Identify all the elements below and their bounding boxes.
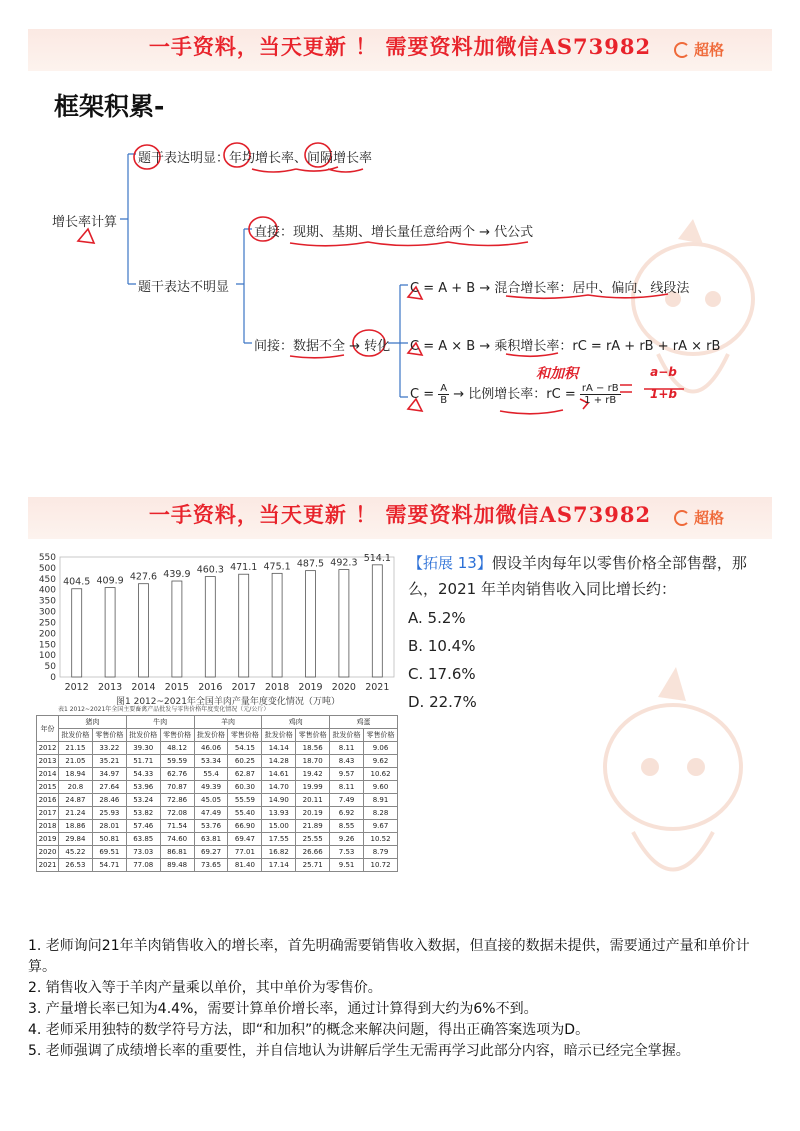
ratio-numerator: A xyxy=(438,383,449,395)
table-cell: 73.03 xyxy=(126,846,160,859)
table-group-header: 鸡蛋 xyxy=(330,716,398,729)
table-cell: 57.46 xyxy=(126,820,160,833)
table-cell: 20.19 xyxy=(296,807,330,820)
table-row xyxy=(37,807,398,820)
formula-ratio xyxy=(410,383,621,406)
table-cell: 35.21 xyxy=(92,755,126,768)
table-cell: 26.53 xyxy=(59,859,93,872)
table-cell: 21.89 xyxy=(296,820,330,833)
table-cell: 14.14 xyxy=(262,742,296,755)
table-cell: 20.8 xyxy=(59,781,93,794)
table-cell: 54.15 xyxy=(228,742,262,755)
table-cell: 17.14 xyxy=(262,859,296,872)
x-tick-label: 2013 xyxy=(98,682,123,693)
option-a[interactable]: A. 5.2% xyxy=(408,609,466,627)
x-tick-label: 2012 xyxy=(64,682,89,693)
brand-logo xyxy=(674,507,724,528)
question-text xyxy=(408,550,768,602)
table-row xyxy=(37,742,398,755)
bar xyxy=(272,573,282,677)
table-sub-header: 零售价格 xyxy=(296,729,330,742)
bar-value-label: 475.1 xyxy=(263,561,291,573)
bar xyxy=(339,570,349,677)
ratio-fraction xyxy=(438,383,449,406)
bar-value-label: 487.5 xyxy=(296,558,325,570)
table-subheader-row xyxy=(37,729,398,742)
x-tick-label: 2016 xyxy=(198,682,223,693)
handwritten-numerator: a−b xyxy=(650,365,677,379)
table-cell: 8.79 xyxy=(364,846,398,859)
table-cell: 49.39 xyxy=(194,781,228,794)
table-cell: 69.47 xyxy=(228,833,262,846)
note-item: 2. 销售收入等于羊肉产量乘以单价，其中单价为零售价。 xyxy=(28,980,382,996)
table-cell: 53.76 xyxy=(194,820,228,833)
table-cell: 63.81 xyxy=(194,833,228,846)
table-sub-header: 批发价格 xyxy=(262,729,296,742)
table-cell: 9.62 xyxy=(364,755,398,768)
framework-slide xyxy=(28,29,772,437)
table-cell: 21.05 xyxy=(59,755,93,768)
table-row xyxy=(37,794,398,807)
indirect-prefix: 间接：数据不全 → xyxy=(254,339,361,354)
table-group-header: 年份 xyxy=(37,716,59,742)
table-cell: 27.64 xyxy=(92,781,126,794)
indirect-method xyxy=(254,335,390,354)
table-cell: 2012 xyxy=(37,742,59,755)
y-tick-label: 450 xyxy=(38,574,56,585)
x-tick-label: 2020 xyxy=(331,682,356,693)
table-cell: 47.49 xyxy=(194,807,228,820)
table-cell: 60.25 xyxy=(228,755,262,768)
table-cell: 18.70 xyxy=(296,755,330,768)
table-caption: 表1 2012~2021年全国主要畜禽产品批发与零售价格年度变化情况（元/公斤） xyxy=(58,706,270,713)
table-cell: 62.76 xyxy=(160,768,194,781)
bar xyxy=(172,581,182,677)
table-group-header: 鸡肉 xyxy=(262,716,330,729)
logo-icon xyxy=(674,510,690,526)
table-cell: 45.05 xyxy=(194,794,228,807)
table-cell: 8.11 xyxy=(330,742,364,755)
y-tick-label: 0 xyxy=(50,673,56,683)
note-item: 1. 老师询问21年羊肉销售收入的增长率，首先明确需要销售收入数据，但直接的数据未提供，需要通过产量和单价计算。 xyxy=(28,938,750,975)
bar xyxy=(205,577,215,677)
mutton-production-chart xyxy=(32,549,400,697)
table-cell: 2020 xyxy=(37,846,59,859)
bar xyxy=(239,574,249,677)
handwritten-denominator: 1+b xyxy=(650,387,677,401)
table-cell: 2018 xyxy=(37,820,59,833)
table-cell: 69.51 xyxy=(92,846,126,859)
indirect-key: 转化 xyxy=(364,339,391,354)
table-cell: 9.60 xyxy=(364,781,398,794)
table-cell: 89.48 xyxy=(160,859,194,872)
table-cell: 14.70 xyxy=(262,781,296,794)
bar-value-label: 409.9 xyxy=(96,575,124,587)
table-row xyxy=(37,781,398,794)
table-cell: 39.30 xyxy=(126,742,160,755)
table-row xyxy=(37,820,398,833)
table-group-header: 猪肉 xyxy=(59,716,127,729)
table-cell: 74.60 xyxy=(160,833,194,846)
note-item: 5. 老师强调了成绩增长率的重要性，并自信地认为讲解后学生无需再学习此部分内容，暗示已经完全掌握。 xyxy=(28,1043,690,1059)
promo-banner xyxy=(28,497,772,539)
slide-title: 框架积累- xyxy=(54,92,165,121)
table-cell: 70.87 xyxy=(160,781,194,794)
table-cell: 7.53 xyxy=(330,846,364,859)
table-cell: 53.24 xyxy=(126,794,160,807)
table-row xyxy=(37,846,398,859)
banner-text: 一手资料，当天更新 ！ 需要资料加微信AS73982 xyxy=(148,34,652,59)
brand-logo-text: 超格 xyxy=(693,41,724,59)
option-c[interactable]: C. 17.6% xyxy=(408,665,476,683)
bar-value-label: 427.6 xyxy=(129,571,158,583)
table-cell: 2013 xyxy=(37,755,59,768)
table-cell: 20.11 xyxy=(296,794,330,807)
y-tick-label: 250 xyxy=(38,618,56,629)
table-cell: 28.46 xyxy=(92,794,126,807)
table-cell: 19.99 xyxy=(296,781,330,794)
x-tick-label: 2017 xyxy=(231,682,256,693)
table-cell: 71.54 xyxy=(160,820,194,833)
table-cell: 16.82 xyxy=(262,846,296,859)
table-cell: 9.26 xyxy=(330,833,364,846)
table-cell: 62.87 xyxy=(228,768,262,781)
table-cell: 2015 xyxy=(37,781,59,794)
table-cell: 9.57 xyxy=(330,768,364,781)
table-cell: 25.93 xyxy=(92,807,126,820)
table-cell: 69.27 xyxy=(194,846,228,859)
branch-explicit: 题干表达明显：年均增长率、间隔增长率 xyxy=(138,151,373,166)
table-cell: 2021 xyxy=(37,859,59,872)
bar-value-label: 460.3 xyxy=(196,564,224,576)
table-sub-header: 批发价格 xyxy=(126,729,160,742)
table-cell: 2017 xyxy=(37,807,59,820)
table-cell: 8.43 xyxy=(330,755,364,768)
table-cell: 18.56 xyxy=(296,742,330,755)
banner-text: 一手资料，当天更新 ！ 需要资料加微信AS73982 xyxy=(148,502,652,527)
table-sub-header: 零售价格 xyxy=(364,729,398,742)
table-row xyxy=(37,768,398,781)
bar xyxy=(372,565,382,677)
table-cell: 25.71 xyxy=(296,859,330,872)
table-cell: 17.55 xyxy=(262,833,296,846)
table-sub-header: 零售价格 xyxy=(92,729,126,742)
table-group-header: 牛肉 xyxy=(126,716,194,729)
table-cell: 72.86 xyxy=(160,794,194,807)
formula-mixed: C = A + B → 混合增长率：居中、偏向、线段法 xyxy=(410,281,690,296)
lecture-notes xyxy=(28,936,772,1062)
table-cell: 53.34 xyxy=(194,755,228,768)
table-cell: 19.42 xyxy=(296,768,330,781)
table-cell: 55.40 xyxy=(228,807,262,820)
bar-value-label: 492.3 xyxy=(330,557,358,569)
table-cell: 54.71 xyxy=(92,859,126,872)
table-cell: 60.30 xyxy=(228,781,262,794)
table-cell: 13.93 xyxy=(262,807,296,820)
x-tick-label: 2014 xyxy=(131,682,156,693)
rate-numerator: rA − rB xyxy=(581,383,619,394)
table-cell: 50.81 xyxy=(92,833,126,846)
table-cell: 14.28 xyxy=(262,755,296,768)
brand-logo-text: 超格 xyxy=(693,509,724,527)
table-cell: 8.91 xyxy=(364,794,398,807)
table-cell: 66.90 xyxy=(228,820,262,833)
ratio-prefix: C = xyxy=(410,387,435,402)
table-row xyxy=(37,755,398,768)
table-row xyxy=(37,833,398,846)
table-sub-header: 零售价格 xyxy=(160,729,194,742)
table-cell: 55.4 xyxy=(194,768,228,781)
table-cell: 77.01 xyxy=(228,846,262,859)
y-tick-label: 200 xyxy=(38,629,56,640)
table-sub-header: 批发价格 xyxy=(194,729,228,742)
table-cell: 63.85 xyxy=(126,833,160,846)
bar xyxy=(139,584,149,677)
y-tick-label: 300 xyxy=(38,607,56,618)
table-cell: 28.01 xyxy=(92,820,126,833)
price-table xyxy=(36,715,398,872)
table-sub-header: 零售价格 xyxy=(228,729,262,742)
table-cell: 9.06 xyxy=(364,742,398,755)
y-tick-label: 400 xyxy=(38,585,56,596)
bar xyxy=(306,571,316,677)
table-cell: 53.96 xyxy=(126,781,160,794)
table-cell: 18.94 xyxy=(59,768,93,781)
table-cell: 46.06 xyxy=(194,742,228,755)
x-tick-label: 2018 xyxy=(265,682,290,693)
bar xyxy=(105,588,115,677)
handwritten-note: 和加积 xyxy=(536,366,578,382)
table-cell: 8.28 xyxy=(364,807,398,820)
direct-method: 直接：现期、基期、增长量任意给两个 → 代公式 xyxy=(254,225,534,240)
table-cell: 10.52 xyxy=(364,833,398,846)
table-cell: 18.86 xyxy=(59,820,93,833)
table-cell: 9.51 xyxy=(330,859,364,872)
y-tick-label: 150 xyxy=(38,640,56,651)
y-tick-label: 550 xyxy=(38,553,56,563)
table-cell: 48.12 xyxy=(160,742,194,755)
table-cell: 21.15 xyxy=(59,742,93,755)
table-cell: 86.81 xyxy=(160,846,194,859)
table-cell: 7.49 xyxy=(330,794,364,807)
y-tick-label: 100 xyxy=(38,651,56,662)
y-tick-label: 350 xyxy=(38,596,56,607)
mascot-watermark-icon xyxy=(588,667,758,907)
x-tick-label: 2021 xyxy=(365,682,390,693)
ratio-rate-fraction xyxy=(580,383,621,406)
bar-value-label: 471.1 xyxy=(230,562,258,574)
table-cell: 10.62 xyxy=(364,768,398,781)
table-cell: 15.00 xyxy=(262,820,296,833)
handwritten-formula xyxy=(650,365,677,401)
question-slide xyxy=(28,497,772,915)
table-cell: 8.55 xyxy=(330,820,364,833)
option-d[interactable]: D. 22.7% xyxy=(408,693,477,711)
question-tag: 【拓展 13】 xyxy=(408,554,492,572)
figure-caption: 图1 2012~2021年全国羊肉产量年度变化情况（万吨） xyxy=(116,697,340,707)
table-cell: 53.82 xyxy=(126,807,160,820)
table-cell: 55.59 xyxy=(228,794,262,807)
table-group-header: 羊肉 xyxy=(194,716,262,729)
note-item: 3. 产量增长率已知为4.4%，需要计算单价增长率，通过计算得到大约为6%不到。 xyxy=(28,1001,538,1017)
table-cell: 2016 xyxy=(37,794,59,807)
rate-denominator: 1 + rB xyxy=(584,395,617,406)
y-tick-label: 50 xyxy=(44,662,56,673)
table-sub-header: 批发价格 xyxy=(330,729,364,742)
table-cell: 14.61 xyxy=(262,768,296,781)
formula-product: C = A × B → 乘积增长率：rC = rA + rB + rA × rB xyxy=(410,339,721,354)
y-tick-label: 500 xyxy=(38,563,56,574)
table-cell: 59.59 xyxy=(160,755,194,768)
branch-implicit: 题干表达不明显 xyxy=(138,280,230,295)
ratio-denominator: B xyxy=(440,395,448,406)
note-item: 4. 老师采用独特的数学符号方法，即“和加积”的概念来解决问题，得出正确答案选项为D。 xyxy=(28,1022,590,1038)
table-cell: 2019 xyxy=(37,833,59,846)
table-cell: 73.65 xyxy=(194,859,228,872)
x-tick-label: 2015 xyxy=(164,682,189,693)
ratio-mid: → 比例增长率：rC = xyxy=(453,387,576,402)
table-cell: 25.55 xyxy=(296,833,330,846)
table-cell: 29.84 xyxy=(59,833,93,846)
table-cell: 8.11 xyxy=(330,781,364,794)
table-cell: 34.97 xyxy=(92,768,126,781)
bar-value-label: 514.1 xyxy=(363,552,391,564)
table-cell: 2014 xyxy=(37,768,59,781)
table-cell: 9.67 xyxy=(364,820,398,833)
table-cell: 10.72 xyxy=(364,859,398,872)
table-cell: 21.24 xyxy=(59,807,93,820)
bar-value-label: 439.9 xyxy=(163,569,191,581)
table-row xyxy=(37,859,398,872)
table-cell: 14.90 xyxy=(262,794,296,807)
table-cell: 81.40 xyxy=(228,859,262,872)
table-header-row xyxy=(37,716,398,729)
table-cell: 51.71 xyxy=(126,755,160,768)
table-cell: 77.08 xyxy=(126,859,160,872)
question-body: 假设羊肉每年以零售价格全部售罄，那么，2021 年羊肉销售收入同比增长约： xyxy=(408,554,747,598)
table-cell: 24.87 xyxy=(59,794,93,807)
table-cell: 45.22 xyxy=(59,846,93,859)
table-cell: 54.33 xyxy=(126,768,160,781)
root-node: 增长率计算 xyxy=(52,215,118,230)
table-sub-header: 批发价格 xyxy=(59,729,93,742)
bar xyxy=(72,589,82,677)
table-cell: 72.08 xyxy=(160,807,194,820)
bar-value-label: 404.5 xyxy=(63,576,91,588)
table-cell: 26.66 xyxy=(296,846,330,859)
option-b[interactable]: B. 10.4% xyxy=(408,637,476,655)
table-cell: 33.22 xyxy=(92,742,126,755)
x-tick-label: 2019 xyxy=(298,682,323,693)
table-cell: 6.92 xyxy=(330,807,364,820)
